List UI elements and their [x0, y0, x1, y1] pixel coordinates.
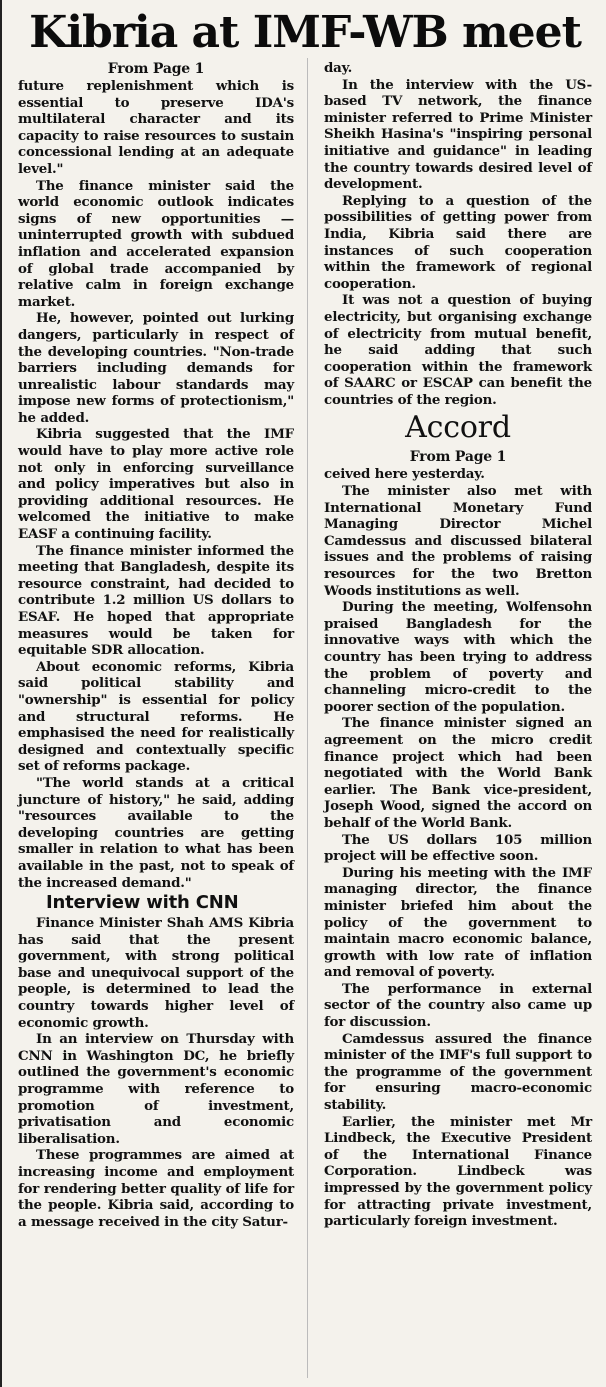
paragraph: "The world stands at a critical juncture of history," he said, adding "resources available to the developing countries are getting smaller in relation to what has been available in the past, not to speak of the increased demand." — [18, 774, 294, 891]
paragraph: About economic reforms, Kibria said political stability and "ownership" is essential for policy and structural reforms. He emphasised the need for realistically designed and contextually specific set of reforms package. — [18, 658, 294, 775]
paragraph: day. — [324, 60, 353, 76]
left-column — [18, 60, 294, 1230]
paragraph: Finance Minister Shah AMS Kibria has said that the present government, with strong political base and unequivocal support of the people, is determined to lead the country towards higher level of economic growth. — [18, 915, 294, 1031]
paragraph: Kibria suggested that the IMF would have to play more active role not only in enforcing surveillance and policy imperatives but also in providing additional resources. He welcomed the initiative to make EASF a continuing facility. — [18, 426, 294, 543]
paragraph: Camdessus assured the finance minister of the IMF's full support to the programme of the government for ensuring macro-economic stability. — [324, 1030, 592, 1114]
headline: Kibria at IMF-WB meet — [29, 7, 581, 58]
subhead-accord: Accord — [405, 410, 511, 446]
paragraph: The performance in external sector of the country also came up for discussion. — [324, 980, 592, 1031]
paragraph: The finance minister said the world economic outlook indicates signs of new opportunities — uninterrupted growth with subdued inflation and accelerated expansion of global trade accompanied by relative calm in foreign exchange market. — [18, 177, 294, 310]
paragraph: Earlier, the minister met Mr Lindbeck, the Executive President of the International Finance Corporation. Lindbeck was impressed by the government policy for attracting private investment, particularly foreign investment. — [324, 1113, 592, 1230]
subhead-interview: Interview with CNN — [46, 892, 239, 914]
paragraph: The finance minister informed the meeting that Bangladesh, despite its resource constraint, had decided to contribute 1.2 million US dollars to ESAF. He hoped that appropriate measures would be taken for equitable SDR allocation. — [18, 542, 294, 659]
paragraph: The finance minister signed an agreement on the micro credit finance project which had been negotiated with the World Bank earlier. The Bank vice-president, Joseph Wood, signed the accord on behalf of the World Bank. — [324, 715, 592, 831]
right-column — [324, 60, 592, 1230]
paragraph: The US dollars 105 million project will be effective soon. — [324, 831, 592, 865]
paragraph: He, however, pointed out lurking dangers, particularly in respect of the developing countries. "Non-trade barriers including demands for unrealistic labour standards may impose new forms of protectionism," he added. — [18, 310, 294, 426]
paragraph: ceived here yesterday. — [324, 466, 485, 483]
paragraph: In the interview with the US-based TV network, the finance minister referred to Prime Minister Sheikh Hasina's "inspiring personal initiative and guidance" in leading the country towards desired level of development. — [324, 76, 592, 193]
paragraph: Replying to a question of the possibilities of getting power from India, Kibria said there are instances of such cooperation within the framework of regional cooperation. — [324, 192, 592, 292]
paragraph: future replenishment which is essential to preserve IDA's multilateral character and its capacity to raise resources to sustain concessional lending at an adequate level." — [18, 78, 294, 177]
paragraph: The minister also met with International Monetary Fund Managing Director Michel Camdessus and discussed bilateral issues and the problems of raising resources for the two Bretton Woods institutions as well. — [324, 483, 592, 599]
paragraph: These programmes are aimed at increasing income and employment for rendering better quality of life for the people. Kibria said, according to a message received in the city Satur- — [18, 1147, 294, 1230]
paragraph: It was not a question of buying electricity, but organising exchange of electricity from mutual benefit, he said adding that such cooperation within the framework of SAARC or ESCAP can benefit the countries of the region. — [324, 292, 592, 408]
from-page-label: From Page 1 — [107, 61, 205, 77]
paragraph: During his meeting with the IMF managing director, the finance minister briefed him about the policy of the government to maintain macro economic balance, growth with low rate of inflation and removal of poverty. — [324, 864, 592, 981]
from-page-label: From Page 1 — [409, 449, 507, 466]
paragraph: In an interview on Thursday with CNN in Washington DC, he briefly outlined the government's economic programme with reference to promotion of investment, privatisation and economic liberalisation. — [18, 1031, 294, 1147]
paragraph: During the meeting, Wolfensohn praised Bangladesh for the innovative ways with which the country has been trying to address the problem of poverty and channeling micro-credit to the poorer section of the population. — [324, 599, 592, 715]
column-divider — [307, 58, 308, 1378]
